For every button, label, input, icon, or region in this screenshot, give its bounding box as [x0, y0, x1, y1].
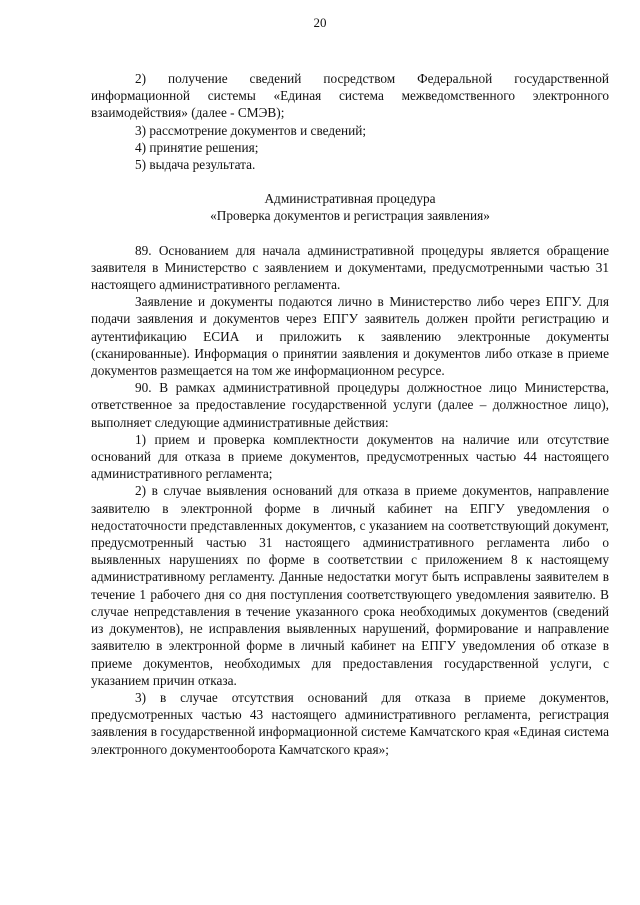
spacer [91, 173, 609, 190]
page-number: 20 [313, 15, 327, 30]
list-item: 3) рассмотрение документов и сведений; [135, 122, 367, 138]
section-heading-line-1: Административная процедура [264, 191, 436, 207]
paragraph: 1) прием и проверка комплектности документов на наличие или отсутствие оснований для отказа в приеме документов, предусмотренных частью 44 настоящего административного регламента; [91, 431, 609, 482]
list-item: 5) выдача результата. [135, 157, 256, 173]
list-item: 4) принятие решения; [135, 139, 259, 155]
paragraph: 3) в случае отсутствия оснований для отказа в приеме документов, предусмотренных частью 43 настоящего административного регламента, регистрация заявления в государственной информационной системе Камчатского края «Единая система электронного документооборота Камчатского края»; [91, 689, 609, 757]
paragraph: Заявление и документы подаются лично в Министерство либо через ЕПГУ. Для подачи заявления и документов через ЕПГУ заявитель должен пройти регистрацию и аутентификацию ЕСИА и приложить к заявлению электронные документы (сканированные). Информация о принятии заявления и документов либо отказе в приеме документов размещается на том же информационном ресурсе. [91, 294, 609, 379]
list-item: 2) получение сведений посредством Федеральной государственной информационной системы «Единая система межведомственного электронного взаимодействия» (далее - СМЭВ); [91, 71, 609, 121]
paragraph: 90. В рамках административной процедуры должностное лицо Министерства, ответственное за предоставление государственной услуги (далее – должностное лицо), выполняет следующие административные действия: [91, 380, 609, 430]
paragraph: 2) в случае выявления оснований для отказа в приеме документов, направление заявителю в электронной форме в личный кабинет на ЕПГУ уведомления о недостаточности представленных документов, с указанием на соответствующий документ, предусмотренный частью 31 настоящего административного регламента либо о выявленных нарушениях по форме в соответствии с приложением 8 к настоящему административному регламенту. Данные недостатки могут быть исправлены заявителем в течение 1 рабочего дня со дня поступления соответствующего уведомления заявителю. В случае непредставления в течение указанного срока необходимых документов (сведений из документов), не исправления выявленных нарушений, формирование и направление заявителю в электронной форме в личный кабинет на ЕПГУ уведомления об отказе в приеме документов, необходимых для предоставления государственной услуги, с указанием причин отказа. [91, 483, 609, 688]
section-heading-line-2: «Проверка документов и регистрация заявления» [210, 208, 490, 224]
spacer [91, 225, 609, 242]
paragraph: 89. Основанием для начала административной процедуры является обращение заявителя в Министерство с заявлением и документами, предусмотренными частью 31 настоящего административного регламента. [91, 242, 609, 293]
document-body [91, 70, 609, 758]
